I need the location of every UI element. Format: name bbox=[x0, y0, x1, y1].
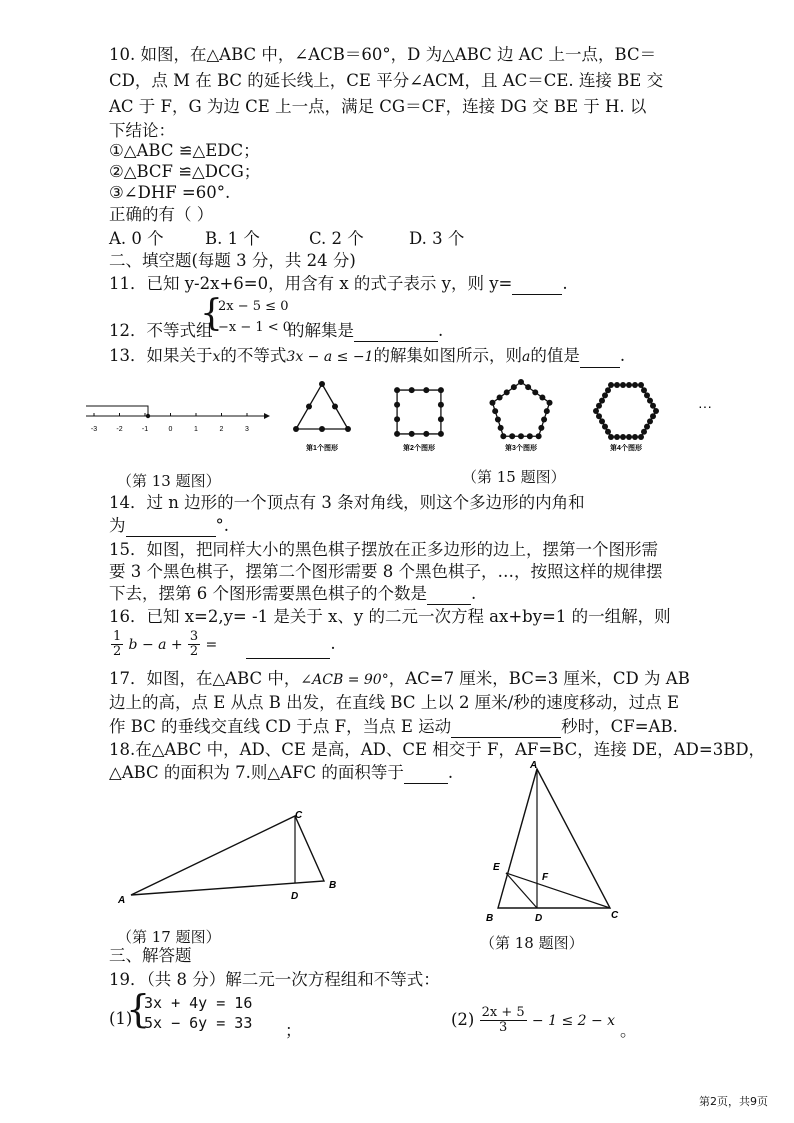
chess-piece bbox=[518, 433, 524, 439]
chess-piece bbox=[504, 389, 510, 395]
q12-ineq-1: 2x − 5 ≤ 0 bbox=[218, 299, 289, 314]
chess-piece bbox=[608, 382, 614, 388]
q16-mid: b − a + bbox=[128, 637, 183, 653]
chess-piece bbox=[547, 400, 553, 406]
chess-piece bbox=[602, 392, 608, 398]
chess-piece bbox=[438, 431, 444, 437]
q19-separator: ； bbox=[285, 1021, 302, 1040]
q15-answer-blank[interactable] bbox=[427, 588, 471, 605]
number-line-figure bbox=[84, 398, 274, 438]
chess-piece bbox=[538, 425, 544, 431]
chess-piece bbox=[605, 429, 611, 435]
q19-title: 19．（共 8 分）解二元一次方程组和不等式： bbox=[109, 970, 440, 989]
chess-piece bbox=[394, 431, 400, 437]
q14-answer-blank[interactable] bbox=[126, 520, 216, 537]
chess-piece bbox=[599, 418, 605, 424]
q17-line-2: 边上的高，点 E 从点 B 出发，在直线 BC 上以 2 厘米/秒的速度移动，过点 E bbox=[109, 693, 680, 712]
fig18-label-a: A bbox=[530, 760, 538, 771]
fig17-label-d: D bbox=[291, 891, 299, 902]
q17-line3-prefix: 作 BC 的垂线交直线 CD 于点 F，当点 E 运动 bbox=[109, 717, 452, 736]
chess-piece bbox=[532, 389, 538, 395]
q19-eq-1: 3x + 4y = 16 bbox=[144, 994, 253, 1012]
q10-option-a: A. 0 个 bbox=[109, 229, 164, 248]
chess-piece bbox=[495, 417, 501, 423]
number-line-tick-label: 3 bbox=[245, 426, 249, 433]
chess-piece bbox=[599, 398, 605, 404]
chess-piece bbox=[394, 416, 400, 422]
q13-var-a: a bbox=[521, 349, 531, 365]
solution-ray bbox=[86, 406, 148, 416]
fig18-label-f: F bbox=[542, 872, 549, 883]
q13-answer-blank[interactable] bbox=[580, 351, 620, 368]
q16-expression: $\frac{1}{2}$ b − a + $\frac{3}{2}$ = . bbox=[113, 629, 336, 659]
chess-piece bbox=[500, 433, 506, 439]
chess-piece bbox=[653, 408, 659, 414]
q14-suffix: °. bbox=[215, 516, 229, 535]
chess-piece bbox=[605, 387, 611, 393]
q13-suffix: 的值是 bbox=[530, 346, 580, 365]
q16-fraction-1: $\frac{1}{2}$ bbox=[113, 629, 122, 659]
chess-piece bbox=[527, 433, 533, 439]
fig18-abc bbox=[498, 769, 610, 908]
chess-piece bbox=[632, 434, 638, 440]
q17-line-3 bbox=[109, 716, 678, 738]
chess-piece bbox=[518, 379, 524, 385]
number-line-tick-label: 2 bbox=[219, 426, 224, 433]
q10-line-5: ①△ABC ≌△EDC； bbox=[109, 141, 260, 160]
chess-piece bbox=[319, 426, 325, 432]
section-3-heading: 三、解答题 bbox=[109, 946, 192, 965]
chess-piece bbox=[638, 434, 644, 440]
q13: 13．如果关于x的不等式3x − a ≤ −1的解集如图所示，则a的值是 . bbox=[109, 345, 625, 368]
q13-expr: 3x − a ≤ −1 bbox=[286, 349, 374, 365]
q10-line-7: ③∠DHF =60°. bbox=[109, 183, 231, 202]
chess-piece bbox=[423, 387, 429, 393]
fig13-caption: （第 13 题图） bbox=[117, 472, 221, 490]
q12-brace: { bbox=[200, 293, 223, 334]
q18-line-1: 18.在△ABC 中，AD、CE 是高，AD、CE 相交于 F，AF=BC，连接 DE，AD=3BD， bbox=[109, 740, 766, 759]
fig18-label-d: D bbox=[535, 913, 543, 924]
page-number: 第2页，共9页 bbox=[699, 1095, 768, 1108]
chess-piece bbox=[525, 384, 531, 390]
q13-mid2: 的解集如图所示，则 bbox=[373, 346, 522, 365]
chess-piece bbox=[626, 434, 632, 440]
q10-option-d: D. 3 个 bbox=[409, 229, 465, 248]
q10-line-1: 10. 如图，在△ABC 中，∠ACB＝60°，D 为△ABC 边 AC 上一点，BC＝ bbox=[109, 45, 657, 64]
q14-line-1: 14．过 n 边形的一个顶点有 3 条对角线，则这个多边形的内角和 bbox=[109, 493, 585, 512]
chess-piece bbox=[541, 417, 547, 423]
q19-eq-2: 5x − 6y = 33 bbox=[144, 1014, 253, 1032]
fig18-label-e: E bbox=[493, 862, 500, 873]
chess-piece bbox=[602, 424, 608, 430]
chess-piece bbox=[647, 398, 653, 404]
q19-end: 。 bbox=[620, 1021, 637, 1040]
chess-piece bbox=[641, 387, 647, 393]
q16-eq: = bbox=[205, 637, 218, 653]
fig17-label-c: C bbox=[295, 810, 303, 821]
chess-piece bbox=[632, 382, 638, 388]
chess-piece bbox=[593, 408, 599, 414]
fig18-caption: （第 18 题图） bbox=[480, 934, 584, 952]
chess-piece bbox=[620, 434, 626, 440]
chess-piece bbox=[409, 387, 415, 393]
pattern-figure-label: 第1个图形 bbox=[306, 445, 338, 452]
chess-piece bbox=[498, 425, 504, 431]
q13-var-x: x bbox=[212, 349, 221, 365]
q12-suffix: 的解集是 bbox=[288, 321, 354, 340]
q17-line-1 bbox=[109, 668, 690, 691]
pattern-figure-label: 第2个图形 bbox=[403, 445, 435, 452]
q10-line-8: 正确的有（ ） bbox=[109, 205, 214, 224]
q19-part1-label: (1) bbox=[109, 1009, 133, 1028]
q10-line-6: ②△BCF ≌△DCG； bbox=[109, 162, 261, 181]
ellipsis: ··· bbox=[698, 398, 712, 414]
q19-part2-label: (2) bbox=[451, 1010, 475, 1029]
pattern-figure-label: 第3个图形 bbox=[505, 445, 537, 452]
chess-piece bbox=[438, 387, 444, 393]
q10-option-b: B. 1 个 bbox=[205, 229, 260, 248]
q16-answer-blank[interactable] bbox=[246, 642, 330, 659]
chess-piece bbox=[345, 426, 351, 432]
chess-piece bbox=[438, 402, 444, 408]
fig17-triangle bbox=[110, 805, 350, 905]
q18-prefix: △ABC 的面积为 7.则△AFC 的面积等于 bbox=[109, 763, 404, 782]
q18-line-2: △ABC 的面积为 7.则△AFC 的面积等于 . bbox=[109, 763, 454, 782]
chess-piece bbox=[539, 395, 545, 401]
chess-piece bbox=[638, 382, 644, 388]
q15-line-3: 下去，摆第 6 个图形需要黑色棋子的个数是 . bbox=[109, 584, 477, 603]
chess-piece bbox=[394, 402, 400, 408]
chess-piece bbox=[614, 382, 620, 388]
chess-piece bbox=[511, 384, 517, 390]
q19-rest: − 1 ≤ 2 − x bbox=[531, 1013, 616, 1029]
q10-option-c: C. 2 个 bbox=[309, 229, 364, 248]
q10-line-4: 下结论： bbox=[109, 121, 175, 140]
solid-endpoint bbox=[146, 414, 150, 418]
chess-piece bbox=[626, 382, 632, 388]
q19-fraction: $\frac{2x + 5}{3}$ bbox=[481, 1005, 525, 1035]
q17-angle: ∠ACB = 90° bbox=[300, 672, 389, 688]
chess-piece bbox=[509, 433, 515, 439]
number-line-tick-label: 1 bbox=[194, 426, 198, 433]
q12-answer-blank[interactable] bbox=[354, 325, 438, 342]
number-line-tick-label: -3 bbox=[90, 426, 98, 433]
pattern-polygon bbox=[397, 390, 441, 434]
chess-piece bbox=[644, 424, 650, 430]
chess-piece bbox=[306, 404, 312, 410]
q15-line-1: 15．如图，把同样大小的黑色棋子摆放在正多边形的边上，摆第一个图形需 bbox=[109, 540, 658, 559]
chess-piece bbox=[650, 413, 656, 419]
q15-line-2: 要 3 个黑色棋子，摆第二个图形需要 8 个黑色棋子，…，按照这样的规律摆 bbox=[109, 562, 663, 581]
q13-mid: 的不等式 bbox=[220, 346, 287, 365]
q18-answer-blank[interactable] bbox=[404, 767, 448, 784]
pattern-figure-label: 第4个图形 bbox=[610, 445, 642, 452]
fig17-label-b: B bbox=[329, 880, 337, 891]
fig17-label-a: A bbox=[118, 895, 126, 905]
q11: 11．已知 y-2x+6=0，用含有 x 的式子表示 y，则 y= . bbox=[109, 274, 568, 293]
q12-suffix-row: 的解集是 . bbox=[288, 321, 444, 340]
q13-prefix: 13．如果关于 bbox=[109, 346, 213, 365]
chess-piece bbox=[394, 387, 400, 393]
q16-line-1: 16．已知 x=2,y= -1 是关于 x、y 的二元一次方程 ax+by=1 的一组解，则 bbox=[109, 607, 671, 626]
q10-line-3: AC 于 F，G 为边 CE 上一点，满足 CG＝CF，连接 DG 交 BE 于 H. 以 bbox=[109, 97, 647, 116]
chess-piece bbox=[492, 408, 498, 414]
q12-ineq-2: −x − 1 < 0 bbox=[218, 320, 292, 335]
chess-piece bbox=[608, 434, 614, 440]
pattern-figures bbox=[288, 378, 728, 458]
q17-prefix: 17．如图，在△ABC 中， bbox=[109, 669, 301, 688]
chess-piece bbox=[596, 403, 602, 409]
q11-text: 11．已知 y-2x+6=0，用含有 x 的式子表示 y，则 y= bbox=[109, 274, 513, 293]
q14-prefix: 为 bbox=[109, 516, 126, 535]
q17-line3-suffix: 秒时，CF=AB. bbox=[561, 717, 678, 736]
chess-piece bbox=[293, 426, 299, 432]
chess-piece bbox=[644, 392, 650, 398]
number-line-arrow bbox=[264, 413, 270, 419]
chess-piece bbox=[536, 433, 542, 439]
fig18-label-c: C bbox=[611, 910, 619, 921]
chess-piece bbox=[641, 429, 647, 435]
number-line-tick-label: -1 bbox=[141, 426, 149, 433]
chess-piece bbox=[596, 413, 602, 419]
fig17-caption: （第 17 题图） bbox=[117, 928, 221, 946]
chess-piece bbox=[647, 418, 653, 424]
q10-line-2: CD，点 M 在 BC 的延长线上，CE 平分∠ACM，且 AC＝CE. 连接 BE 交 bbox=[109, 71, 664, 90]
chess-piece bbox=[489, 400, 495, 406]
q19-part2 bbox=[451, 1006, 615, 1035]
q14-line-2 bbox=[109, 515, 229, 537]
fig18-label-b: B bbox=[486, 913, 494, 924]
chess-piece bbox=[620, 382, 626, 388]
chess-piece bbox=[319, 381, 325, 387]
q17-answer-blank[interactable] bbox=[451, 721, 561, 738]
chess-piece bbox=[332, 404, 338, 410]
chess-piece bbox=[423, 431, 429, 437]
q15-prefix: 下去，摆第 6 个图形需要黑色棋子的个数是 bbox=[109, 584, 427, 603]
chess-piece bbox=[438, 416, 444, 422]
chess-piece bbox=[544, 408, 550, 414]
q17-suffix: ，AC=7 厘米，BC=3 厘米，CD 为 AB bbox=[388, 669, 690, 688]
chess-piece bbox=[497, 395, 503, 401]
number-line-tick-label: -2 bbox=[116, 426, 123, 433]
number-line-tick-label: 0 bbox=[168, 426, 173, 433]
chess-piece bbox=[650, 403, 656, 409]
q16-fraction-2: $\frac{3}{2}$ bbox=[189, 629, 199, 659]
chess-piece bbox=[614, 434, 620, 440]
q11-answer-blank[interactable] bbox=[512, 278, 562, 295]
section-2-heading: 二、填空题(每题 3 分，共 24 分) bbox=[109, 251, 356, 270]
q12-prefix: 12．不等式组 bbox=[109, 321, 213, 340]
fig15-caption: （第 15 题图） bbox=[462, 468, 566, 486]
q19-brace: { bbox=[126, 987, 151, 1031]
pattern-polygon bbox=[296, 384, 348, 429]
chess-piece bbox=[409, 431, 415, 437]
fig18-triangle bbox=[478, 755, 628, 925]
